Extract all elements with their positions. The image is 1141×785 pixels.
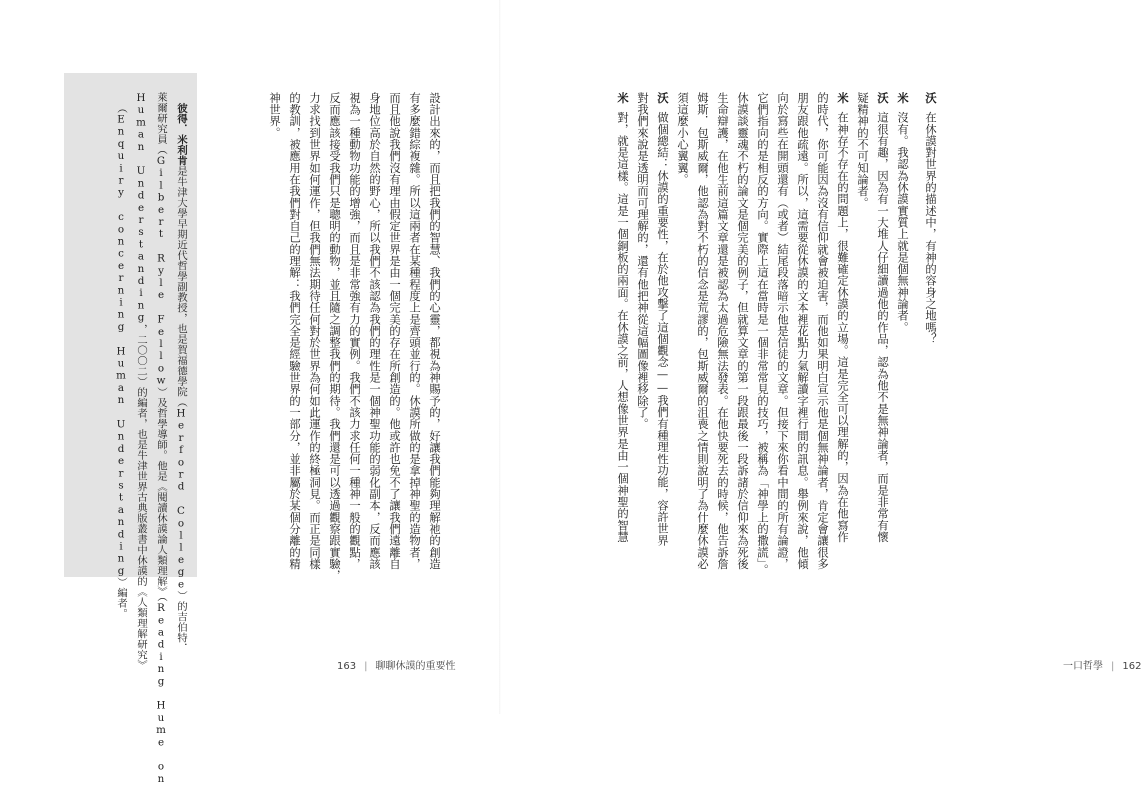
text-column: 的時代，你可能因為沒有信仰就會被迫害，而他如果明白宣示他是個無神論者，肯定會讓很多 bbox=[816, 92, 829, 570]
text-column: 設計出來的，而且把我們的智慧、我們的心靈，都視為神賜予的，好讓我們能夠理解祂的創造 bbox=[428, 92, 441, 570]
page-folio: 一口哲學 | 162 bbox=[1063, 661, 1141, 672]
contributor-note bbox=[111, 92, 191, 785]
page-number: 163 bbox=[337, 661, 357, 672]
text-column: 身地位高於自然的野心，所以我們不該認為我們的理性是一個神聖功能的弱化副本，反而應該 bbox=[368, 92, 381, 570]
note-column: Human Understanding，二〇〇二）的編者，也是牛津世界古典版叢書中休謨的《人類理解研究》 bbox=[135, 92, 147, 671]
right-page bbox=[500, 0, 1141, 714]
speaker-marker: 米 bbox=[836, 92, 849, 104]
text-column: 它們指向的是相反的方向。實際上這在當時是一個非常常見的技巧，被稱為「神學上的撒謊」。 bbox=[756, 92, 769, 576]
page-number: 162 bbox=[1122, 661, 1141, 672]
note-column: 萊爾研究員（Gilbert Ryle Fellow）及哲學導師。他是《閱讀休謨論人類理解》（Reading Hume on bbox=[155, 92, 167, 785]
text-column: 對我們來說是透明而可理解的，還有他把神從這幅圖像裡移除了。 bbox=[636, 92, 649, 430]
text-column: 而且他說我們沒有理由假定世界是由一個完美的存在所創造的。他或許也免不了讓我們遠離自 bbox=[388, 92, 401, 570]
page-folio: 163 | 聊聊休謨的重要性 bbox=[337, 661, 456, 672]
text-column: 沃這很有趣，因為有一大堆人仔細讀過他的作品，認為他不是無神論者，而是非常有懷 bbox=[876, 92, 889, 543]
text-column: 須這麼小心翼翼。 bbox=[676, 92, 689, 186]
left-page bbox=[0, 0, 500, 785]
text-column: 休謨談靈魂不朽的論文是個完美的例子，但就算文章的第一段跟最後一段訴諸於信仰來為死後 bbox=[736, 92, 749, 570]
speaker-marker: 沃 bbox=[876, 92, 889, 104]
note-column: 彼得．米利肯是牛津大學早期近代哲學副教授，也是賀福德學院（Herford College）的吉伯特． bbox=[175, 103, 187, 654]
text-column: 的教訓，被應用在我們對自己的理解：我們完全是經驗世界的一部分，並非屬於某個分離的精 bbox=[288, 92, 301, 570]
folio-label: 一口哲學 bbox=[1063, 661, 1103, 672]
text-column: 姆斯．包斯威爾，他認為對不朽的信念是荒謬的，包斯威爾的沮喪之情則說明了為什麼休謨必 bbox=[696, 92, 709, 570]
right-page-text bbox=[612, 92, 940, 612]
speaker-marker: 米 bbox=[616, 92, 629, 104]
text-column: 米沒有。我認為休謨實質上就是個無神論者。 bbox=[896, 92, 909, 334]
text-column: 朋友跟他疏遠。所以，這需要從休謨的文本裡花點力氣解讀字裡行間的訊息。舉例來說，他傾 bbox=[796, 92, 809, 570]
text-column: 生命辯護，在他生前這篇文章還是被認為太過危險無法發表。在他快要死去的時候，他告訴詹 bbox=[716, 92, 729, 570]
note-column: （Enquiry concerning Human Understanding）編者。 bbox=[115, 103, 127, 620]
text-column: 疑精神的不可知論者。 bbox=[856, 92, 869, 209]
speaker-marker: 米 bbox=[896, 92, 909, 104]
text-column: 向於寫些在開頭還有（或者）結尾段落暗示他是信徒的文章。但接下來你看中間的所有論證， bbox=[776, 92, 789, 570]
text-column: 米對，就是這樣。這是一個銅板的兩面。在休謨之前，人想像世界是由一個神聖的智慧 bbox=[616, 92, 629, 543]
text-column: 神世界。 bbox=[268, 92, 281, 139]
folio-label: 聊聊休謨的重要性 bbox=[375, 661, 456, 672]
text-column: 力求找到世界如何運作，但我們無法期待任何對於世界為何如此運作的終極洞見。而正是同樣 bbox=[308, 92, 321, 570]
text-column: 米在神存不存在的問題上，很難確定休謨的立場。這是完全可以理解的，因為在他寫作 bbox=[836, 92, 849, 543]
text-column: 反而應該接受我們只是聰明的動物，並且隨之調整我們的期待。我們還是可以透過觀察跟實驗， bbox=[328, 92, 341, 582]
speaker-marker: 沃 bbox=[656, 92, 669, 104]
text-column: 有多麼錯綜複雜。所以這兩者在某種程度上是齊頭並行的。休謨所做的是拿掉神聖的造物者， bbox=[408, 92, 421, 570]
text-column: 沃做個總結：休謨的重要性，在於他攻擊了這個觀念——我們有種理性功能，容許世界 bbox=[656, 92, 669, 547]
speaker-marker: 沃 bbox=[924, 92, 937, 104]
text-column: 視為一種動物功能的增強，而且是非常強有力的實例。我們不該力求任何一種神一般的觀點， bbox=[348, 92, 361, 570]
contributor-name: 彼得．米利肯 bbox=[175, 103, 187, 166]
text-column: 沃在休謨對世界的描述中，有神的容身之地嗎？ bbox=[924, 92, 937, 345]
left-page-text bbox=[264, 92, 444, 612]
